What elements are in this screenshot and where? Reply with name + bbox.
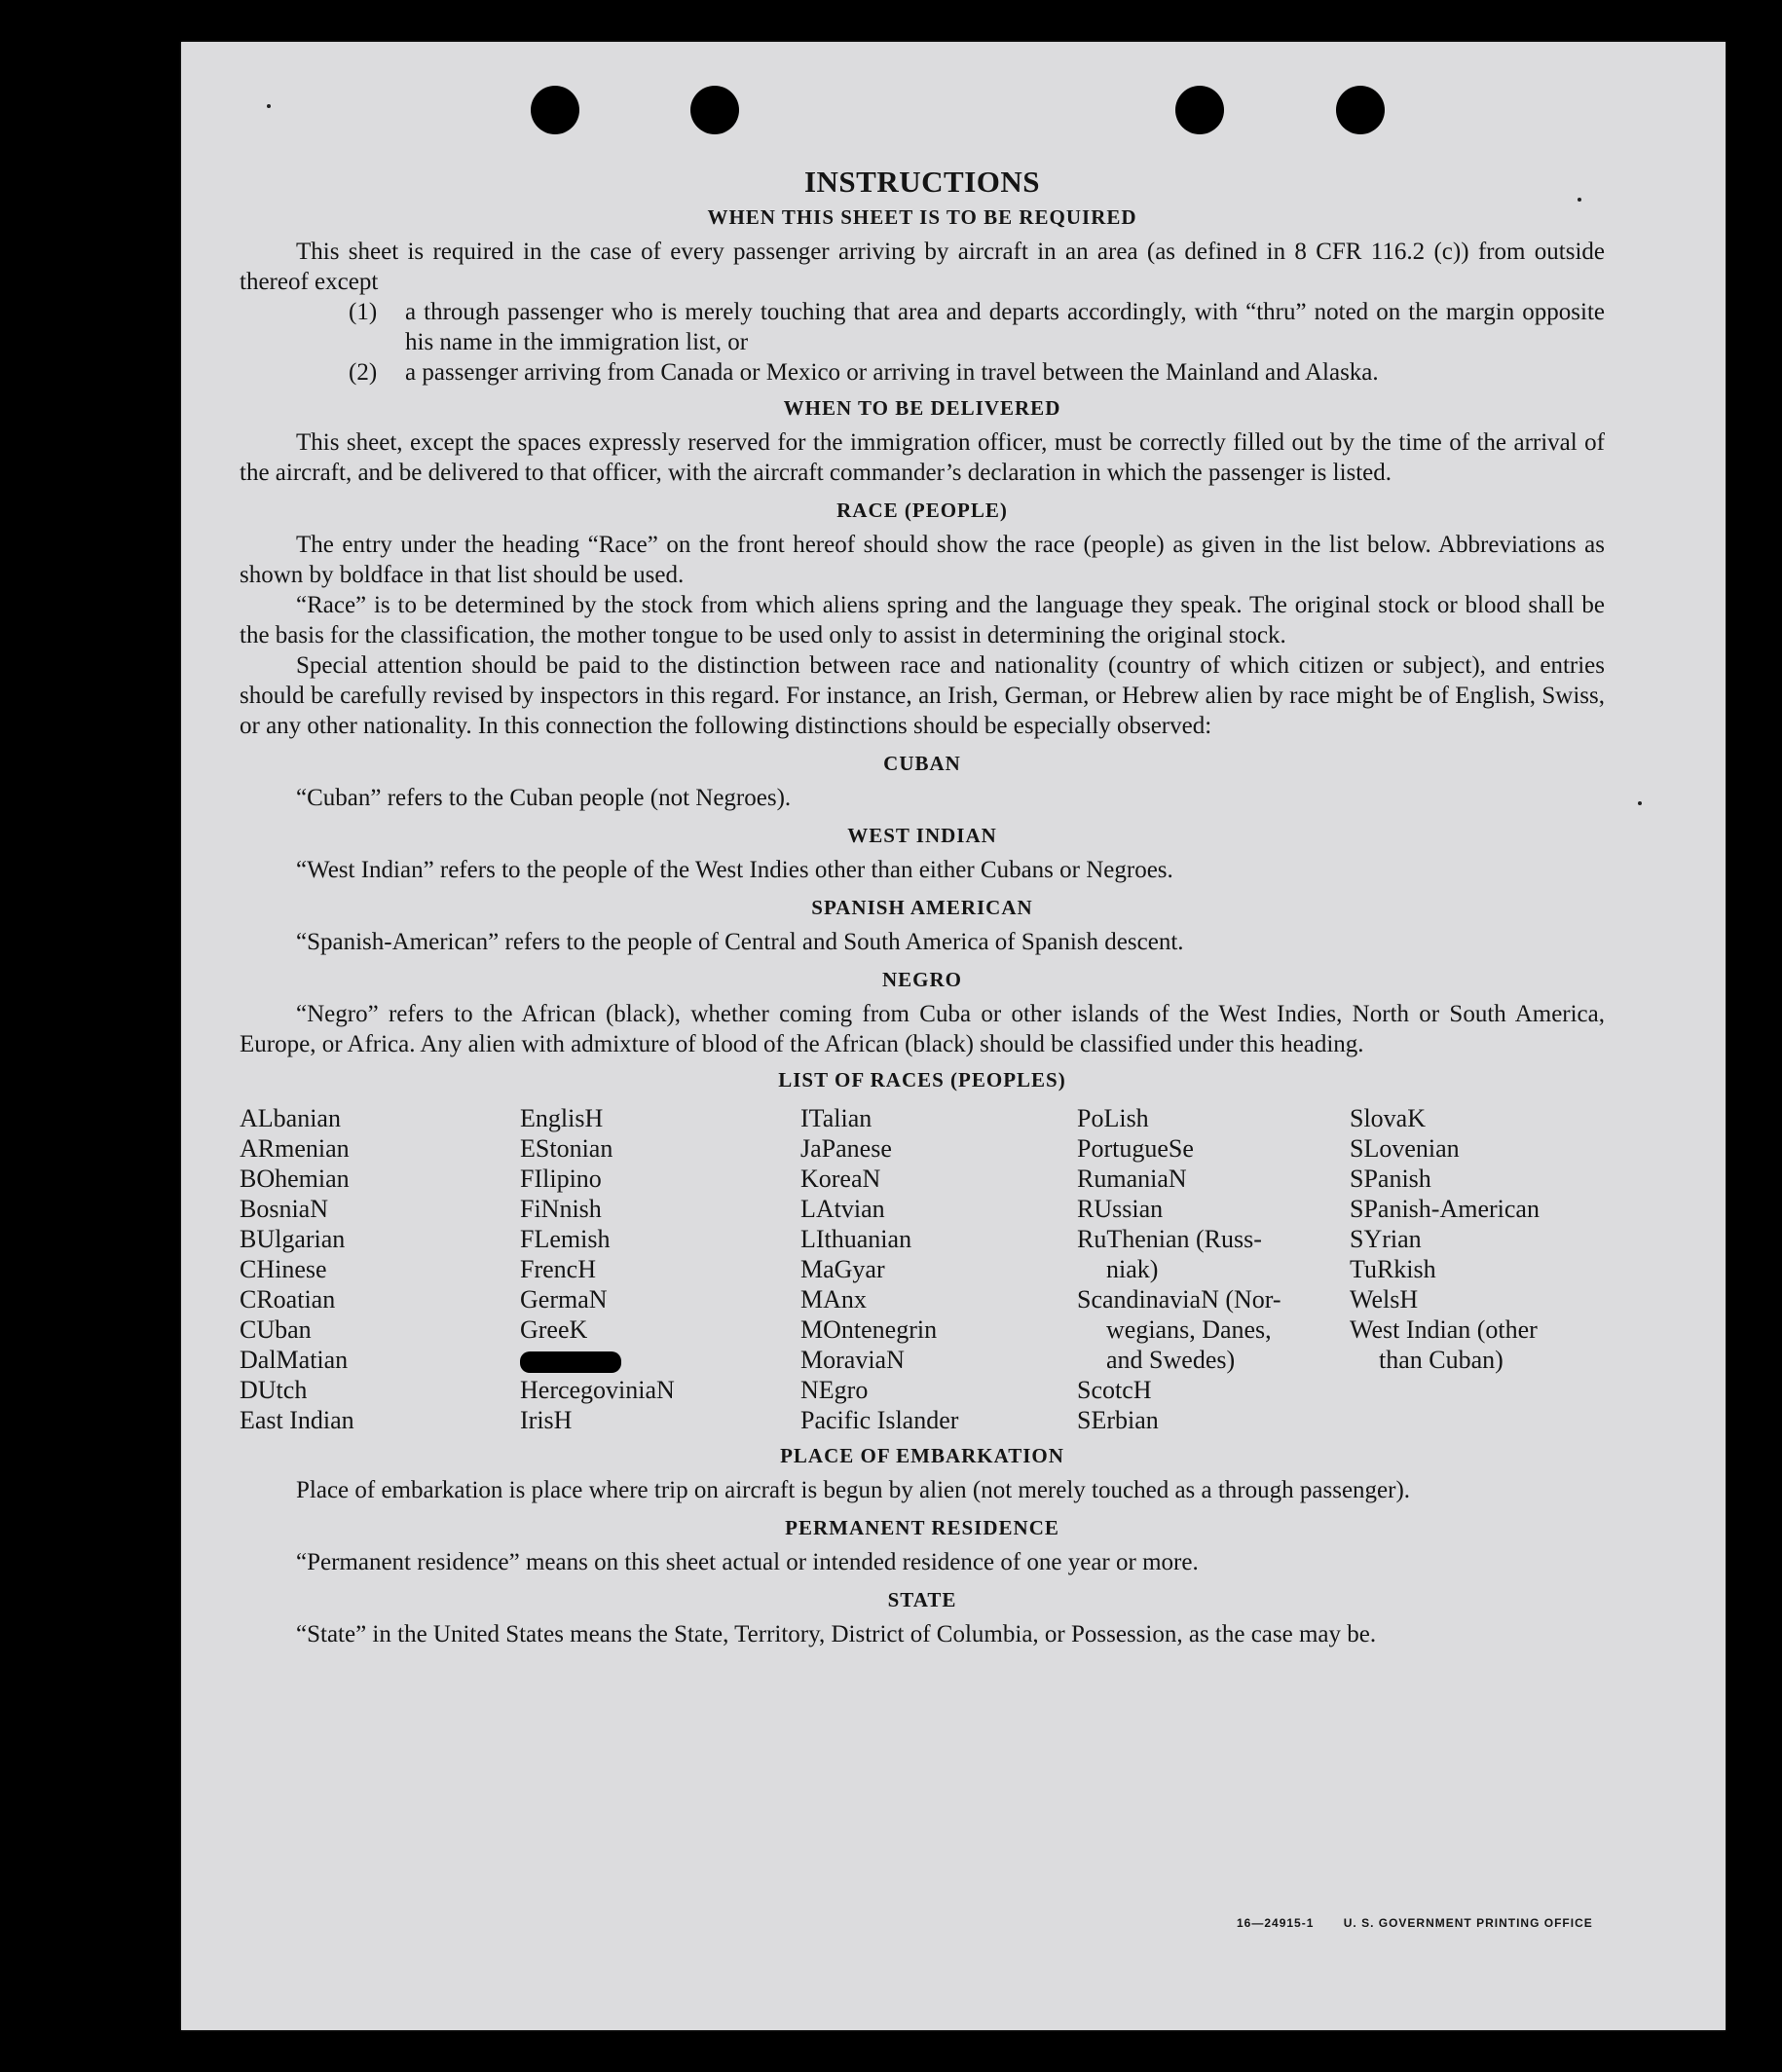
list-item: Pacific Islander <box>800 1406 959 1434</box>
item-number: (2) <box>349 359 378 386</box>
heading-races-list: LIST OF RACES (PEOPLES) <box>778 1068 1066 1092</box>
heading-race: RACE (PEOPLE) <box>836 499 1008 522</box>
punch-hole <box>1175 86 1224 134</box>
list-item-continued: niak) <box>1106 1255 1159 1283</box>
list-item <box>240 357 1605 388</box>
list-item: ScandinaviaN (Nor- <box>1077 1285 1281 1314</box>
list-item: CRoatian <box>240 1285 336 1314</box>
list-item: SLovenian <box>1350 1134 1460 1163</box>
list-item: MAnx <box>800 1285 867 1314</box>
list-item: JaPanese <box>800 1134 892 1163</box>
state-text: “State” in the United States means the State, Territory, District of Columbia, or Possession, as the case may be. <box>296 1621 1377 1647</box>
list-item-continued: than Cuban) <box>1379 1346 1504 1374</box>
list-item: West Indian (other <box>1350 1315 1538 1344</box>
races-column-2 <box>520 1103 800 1435</box>
list-item: LAtvian <box>800 1195 885 1223</box>
printer-name: U. S. GOVERNMENT PRINTING OFFICE <box>1343 1916 1593 1930</box>
redaction-mark <box>520 1345 800 1375</box>
list-item: FiNnish <box>520 1195 602 1223</box>
list-item-continued: wegians, Danes, <box>1106 1315 1272 1344</box>
list-item: PoLish <box>1077 1104 1149 1132</box>
races-column-5 <box>1350 1103 1605 1435</box>
list-item: ARmenian <box>240 1134 350 1163</box>
list-item: DUtch <box>240 1376 308 1404</box>
residence-text: “Permanent residence” means on this sheet actual or intended residence of one year or more. <box>296 1549 1199 1575</box>
punch-hole <box>531 86 579 134</box>
race-paragraph-2: “Race” is to be determined by the stock from which aliens spring and the language they speak. The original stock or blood shall be the basis for the classification, the mother tongue to be used only to assist in determining the original stock. <box>240 592 1605 648</box>
negro-text: “Negro” refers to the African (black), whether coming from Cuba or other islands of the West Indies, North or South America, Europe, or Africa. Any alien with admixture of blood of the African (black) should be classified under this heading. <box>240 1001 1605 1057</box>
heading-residence: PERMANENT RESIDENCE <box>785 1516 1059 1539</box>
list-item: FrencH <box>520 1255 596 1283</box>
punch-hole <box>1336 86 1385 134</box>
list-item: MoraviaN <box>800 1346 905 1374</box>
document-sheet <box>181 42 1726 2030</box>
list-item: BUlgarian <box>240 1225 346 1253</box>
list-item: CHinese <box>240 1255 327 1283</box>
form-number: 16—24915-1 <box>1237 1916 1315 1930</box>
embarkation-text: Place of embarkation is place where trip on aircraft is begun by alien (not merely touched as a through passenger). <box>296 1477 1411 1503</box>
heading-delivered: WHEN TO BE DELIVERED <box>783 396 1061 420</box>
list-item: BOhemian <box>240 1165 350 1193</box>
item-number: (1) <box>349 299 378 325</box>
list-item: East Indian <box>240 1406 354 1434</box>
delivered-text: This sheet, except the spaces expressly reserved for the immigration officer, must be correctly filled out by the time of the arrival of the aircraft, and be delivered to that officer, with the aircraft commander’s declaration in which the passenger is listed. <box>240 429 1605 486</box>
item-text: a passenger arriving from Canada or Mexico or arriving in travel between the Mainland and Alaska. <box>405 359 1379 386</box>
list-item: IrisH <box>520 1406 573 1434</box>
list-item: LIthuanian <box>800 1225 912 1253</box>
west-indian-text: “West Indian” refers to the people of the West Indies other than either Cubans or Negroes. <box>296 857 1173 883</box>
instructions-body <box>240 166 1605 1649</box>
list-item: ITalian <box>800 1104 872 1132</box>
heading-required: WHEN THIS SHEET IS TO BE REQUIRED <box>707 205 1137 229</box>
heading-negro: NEGRO <box>881 968 962 991</box>
heading-cuban: CUBAN <box>883 752 961 775</box>
list-item: DalMatian <box>240 1346 349 1374</box>
list-item: EnglisH <box>520 1104 604 1132</box>
list-item: RUssian <box>1077 1195 1164 1223</box>
page-title: INSTRUCTIONS <box>803 165 1040 199</box>
races-list <box>240 1103 1605 1435</box>
list-item: NEgro <box>800 1376 869 1404</box>
heading-state: STATE <box>887 1588 957 1611</box>
list-item: FIlipino <box>520 1165 602 1193</box>
speck <box>267 104 271 108</box>
list-item: WelsH <box>1350 1285 1419 1314</box>
list-item: CUban <box>240 1315 312 1344</box>
cuban-text: “Cuban” refers to the Cuban people (not Negroes). <box>296 785 792 811</box>
heading-spanish-american: SPANISH AMERICAN <box>811 896 1033 919</box>
list-item: EStonian <box>520 1134 613 1163</box>
list-item: SYrian <box>1350 1225 1422 1253</box>
punch-hole <box>690 86 739 134</box>
list-item: SPanish-American <box>1350 1195 1540 1223</box>
list-item: SErbian <box>1077 1406 1159 1434</box>
list-item: GermaN <box>520 1285 608 1314</box>
list-item: SPanish <box>1350 1165 1431 1193</box>
list-item: HercegoviniaN <box>520 1376 675 1404</box>
list-item <box>240 297 1605 357</box>
spanish-american-text: “Spanish-American” refers to the people of Central and South America of Spanish descent. <box>296 929 1184 955</box>
required-text: This sheet is required in the case of every passenger arriving by aircraft in an area (as defined in 8 CFR 116.2 (c)) from outside thereof except <box>240 239 1605 295</box>
list-item: ALbanian <box>240 1104 341 1132</box>
speck <box>1638 801 1642 805</box>
list-item: RumaniaN <box>1077 1165 1187 1193</box>
heading-west-indian: WEST INDIAN <box>847 824 997 847</box>
list-item: PortugueSe <box>1077 1134 1194 1163</box>
list-item: MaGyar <box>800 1255 885 1283</box>
list-item: RuThenian (Russ- <box>1077 1225 1262 1253</box>
race-paragraph-3: Special attention should be paid to the distinction between race and nationality (country of which citizen or subject), and entries should be carefully revised by inspectors in this regard. For instance, an Irish, German, or Hebrew alien by race might be of English, Swiss, or any other nationality. In this connection the following distinctions should be especially observed: <box>240 652 1605 739</box>
race-paragraph-1: The entry under the heading “Race” on the front hereof should show the race (people) as given in the list below. Abbreviations as shown by boldface in that list should be used. <box>240 532 1605 588</box>
list-item: TuRkish <box>1350 1255 1436 1283</box>
list-item-continued: and Swedes) <box>1106 1346 1236 1374</box>
list-item: GreeK <box>520 1315 588 1344</box>
print-imprint <box>1237 1916 1593 1930</box>
list-item: MOntenegrin <box>800 1315 938 1344</box>
list-item: KoreaN <box>800 1165 881 1193</box>
list-item: ScotcH <box>1077 1376 1152 1404</box>
races-column-4 <box>1077 1103 1350 1435</box>
races-column-3 <box>800 1103 1077 1435</box>
list-item: FLemish <box>520 1225 611 1253</box>
item-text: a through passenger who is merely touching that area and departs accordingly, with “thru” noted on the margin opposite his name in the immigration list, or <box>405 299 1605 355</box>
races-column-1 <box>240 1103 520 1435</box>
heading-embarkation: PLACE OF EMBARKATION <box>780 1444 1064 1467</box>
list-item: SlovaK <box>1350 1104 1426 1132</box>
list-item: BosniaN <box>240 1195 328 1223</box>
